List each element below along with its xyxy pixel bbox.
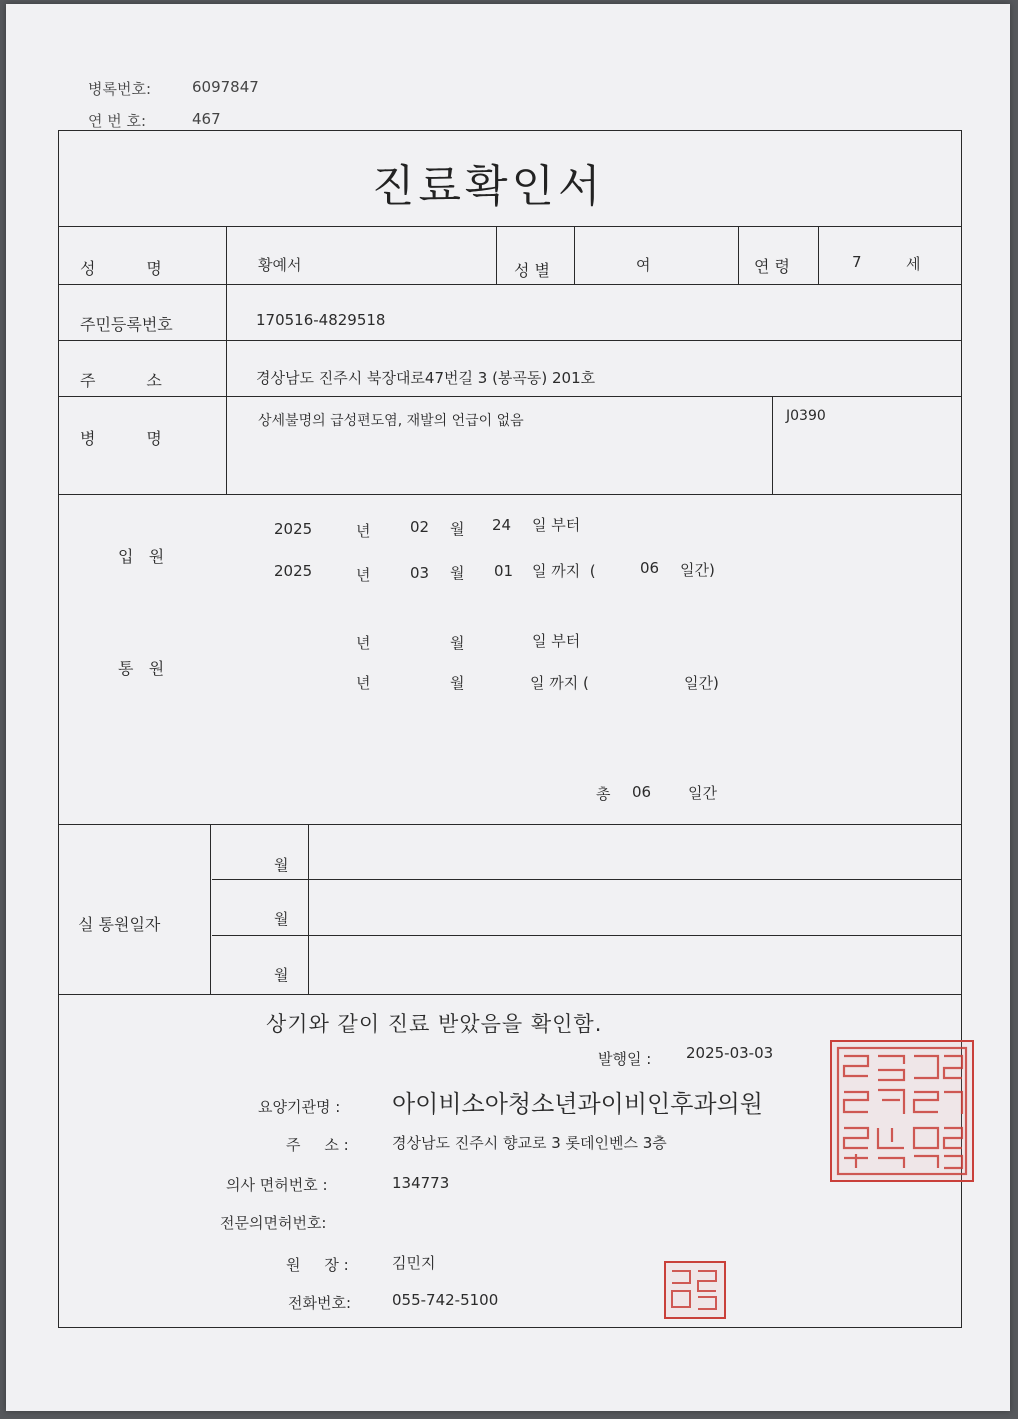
admission-from-month: 02 xyxy=(410,518,430,536)
admission-to-month-unit: 월 xyxy=(450,564,465,582)
visit-month-3: 월 xyxy=(274,966,289,984)
director-seal-graphic xyxy=(666,1263,724,1317)
outpatient-from-suffix: 일 부터 xyxy=(532,632,581,650)
document-paper xyxy=(6,4,1010,1411)
record-number-value: 6097847 xyxy=(192,78,259,96)
disease-code: J0390 xyxy=(786,408,826,424)
disease-label: 병 명 xyxy=(80,429,162,448)
doctor-license-label: 의사 면허번호 : xyxy=(226,1176,328,1194)
visit-month-1: 월 xyxy=(274,856,289,874)
name-label: 성 명 xyxy=(80,259,162,278)
admission-from-year: 2025 xyxy=(274,520,313,538)
admission-to-suffix: 일 까지 ( xyxy=(532,562,596,580)
admission-from-year-unit: 년 xyxy=(356,522,371,540)
age-unit: 세 xyxy=(906,255,921,273)
total-prefix: 총 xyxy=(596,785,611,803)
admission-from-day: 24 xyxy=(492,516,512,534)
visit-dates-label: 실 통원일자 xyxy=(78,915,161,934)
admission-days: 06 xyxy=(640,559,660,577)
disease-value: 상세불명의 급성편도염, 재발의 언급이 없음 xyxy=(258,413,524,429)
outpatient-to-year-unit: 년 xyxy=(356,674,371,692)
sex-value: 여 xyxy=(636,256,651,274)
admission-days-suffix: 일간) xyxy=(680,561,715,579)
outpatient-days-suffix: 일간) xyxy=(684,674,719,692)
outpatient-to-suffix: 일 까지 ( xyxy=(530,674,589,692)
admission-to-month: 03 xyxy=(410,564,430,582)
admission-to-year: 2025 xyxy=(274,562,313,580)
outpatient-from-year-unit: 년 xyxy=(356,634,371,652)
outpatient-to-month-unit: 월 xyxy=(450,674,465,692)
issue-date-label: 발행일 : xyxy=(598,1050,652,1068)
outpatient-label: 통 원 xyxy=(118,659,165,678)
admission-from-suffix: 일 부터 xyxy=(532,516,581,534)
doctor-license-value: 134773 xyxy=(392,1174,450,1192)
phone-label: 전화번호: xyxy=(288,1294,352,1312)
admission-label: 입 원 xyxy=(118,547,165,566)
institution-seal-graphic xyxy=(832,1042,972,1180)
age-value: 7 xyxy=(852,253,862,271)
admission-to-year-unit: 년 xyxy=(356,566,371,584)
phone-value: 055-742-5100 xyxy=(392,1291,499,1309)
record-number-label: 병록번호: xyxy=(88,80,152,98)
institution-seal xyxy=(830,1040,974,1182)
confirm-statement: 상기와 같이 진료 받았음을 확인함. xyxy=(266,1012,603,1036)
sex-label: 성 별 xyxy=(514,261,550,280)
specialist-license-label: 전문의면허번호: xyxy=(220,1214,327,1232)
director-label: 원 장 : xyxy=(286,1256,349,1274)
document-title: 진료확인서 xyxy=(372,161,605,212)
institution-label: 요양기관명 : xyxy=(258,1098,341,1116)
institution-address-value: 경상남도 진주시 향교로 3 롯데인벤스 3층 xyxy=(392,1134,667,1152)
total-days: 06 xyxy=(632,783,652,801)
outpatient-from-month-unit: 월 xyxy=(450,634,465,652)
director-seal xyxy=(664,1261,726,1319)
institution-name: 아이비소아청소년과이비인후과의원 xyxy=(392,1090,763,1118)
director-name: 김민지 xyxy=(392,1254,436,1272)
issue-date-value: 2025-03-03 xyxy=(686,1044,774,1062)
visit-month-2: 월 xyxy=(274,910,289,928)
rrn-value: 170516-4829518 xyxy=(256,311,386,329)
address-value: 경상남도 진주시 북장대로47번길 3 (봉곡동) 201호 xyxy=(256,369,596,387)
rrn-label: 주민등록번호 xyxy=(80,315,173,334)
address-label: 주 소 xyxy=(80,371,162,390)
admission-from-month-unit: 월 xyxy=(450,520,465,538)
institution-address-label: 주 소 : xyxy=(286,1136,349,1154)
serial-number-label: 연 번 호: xyxy=(88,112,147,130)
total-suffix: 일간 xyxy=(688,784,717,802)
admission-to-day: 01 xyxy=(494,562,514,580)
serial-number-value: 467 xyxy=(192,110,221,128)
age-label: 연 령 xyxy=(754,257,790,276)
name-value: 황예서 xyxy=(258,256,302,274)
